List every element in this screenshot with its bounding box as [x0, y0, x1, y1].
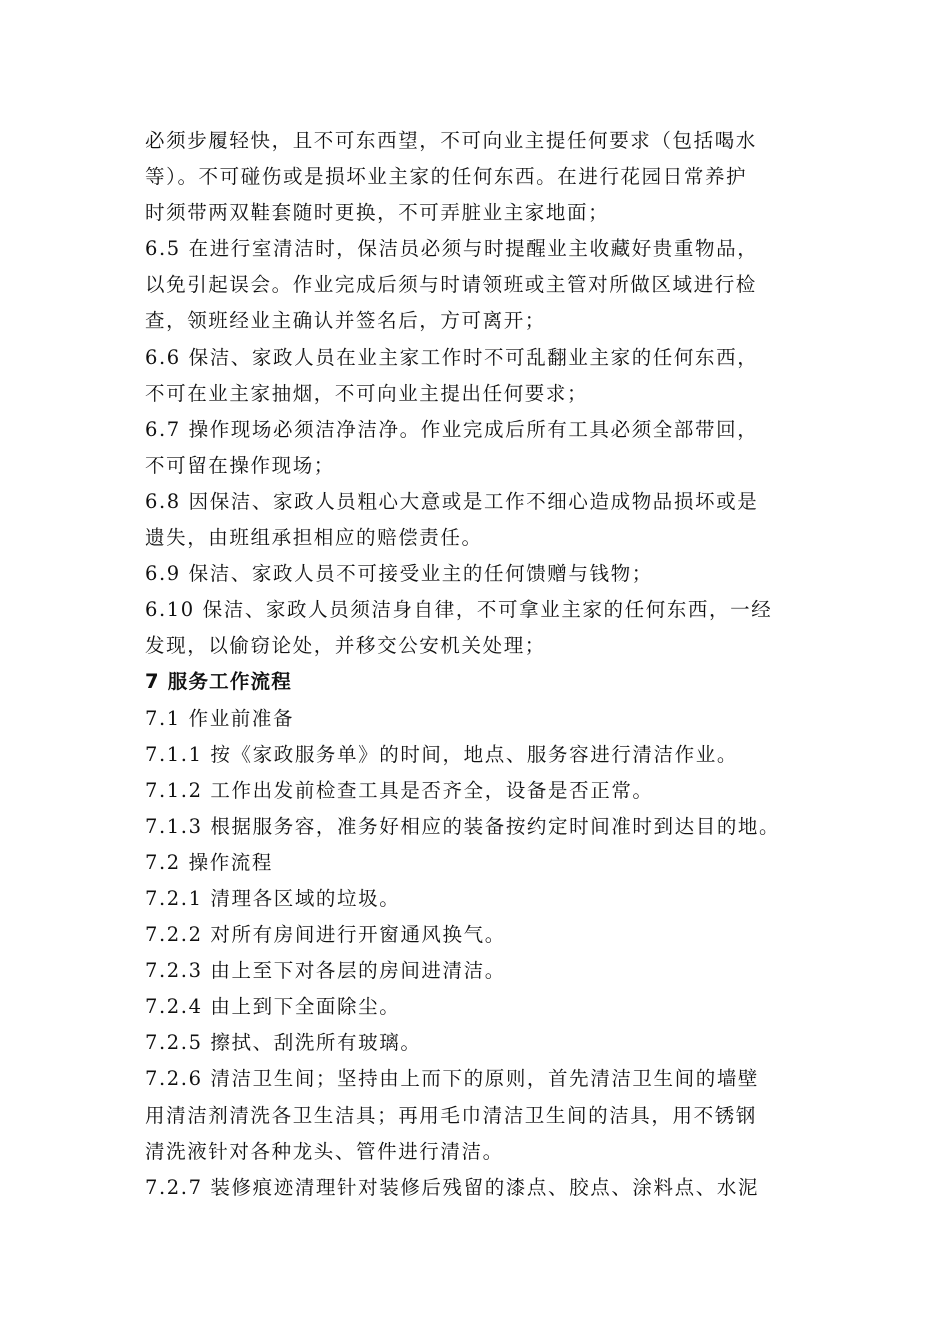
text-line: 以免引起误会。作业完成后须与时请领班或主管对所做区域进行检: [145, 273, 757, 297]
text-line: 7.2.6 清洁卫生间；坚持由上而下的原则，首先清洁卫生间的墙壁: [145, 1067, 760, 1091]
text-line: 清洗液针对各种龙头、管件进行清洁。: [145, 1139, 504, 1163]
text-line: 6.5 在进行室清洁时，保洁员必须与时提醒业主收藏好贵重物品，: [145, 237, 759, 261]
text-line: 7.2.3 由上至下对各层的房间进清洁。: [145, 959, 506, 983]
text-line: 查，领班经业主确认并签名后，方可离开；: [145, 309, 546, 333]
text-line: 6.10 保洁、家政人员须洁身自律，不可拿业主家的任何东西，一经: [145, 598, 773, 622]
text-line: 7.2.5 擦拭、刮洗所有玻璃。: [145, 1031, 422, 1055]
document-body: [145, 123, 810, 1206]
text-line: 等）。不可碰伤或是损坏业主家的任何东西。在进行花园日常养护: [145, 165, 748, 189]
text-line: 遗失，由班组承担相应的赔偿责任。: [145, 526, 483, 550]
subsection-heading: 7.2 操作流程: [145, 850, 274, 874]
text-line: 发现，以偷窃论处，并移交公安机关处理；: [145, 634, 546, 658]
text-line: 7.1.2 工作出发前检查工具是否齐全，设备是否正常。: [145, 778, 654, 802]
text-line: 用清洁剂清洗各卫生洁具；再用毛巾清洁卫生间的洁具，用不锈钢: [145, 1103, 757, 1127]
text-line: 6.9 保洁、家政人员不可接受业主的任何馈赠与钱物；: [145, 562, 653, 586]
text-line: 6.8 因保洁、家政人员粗心大意或是工作不细心造成物品损坏或是: [145, 489, 759, 513]
text-line: 时须带两双鞋套随时更换，不可弄脏业主家地面；: [145, 201, 610, 225]
text-line: 必须步履轻快，且不可东西望，不可向业主提任何要求（包括喝水: [145, 129, 757, 152]
text-line: 7.1.1 按《家政服务单》的时间，地点、服务容进行清洁作业。: [145, 742, 738, 766]
text-line: 7.1.3 根据服务容，准务好相应的装备按约定时间准时到达目的地。: [145, 814, 781, 838]
text-line: 6.6 保洁、家政人员在业主家工作时不可乱翻业主家的任何东西，: [145, 345, 759, 369]
text-line: 7.2.2 对所有房间进行开窗通风换气。: [145, 923, 506, 947]
text-line: 6.7 操作现场必须洁净洁净。作业完成后所有工具必须全部带回，: [145, 417, 759, 441]
text-line: 不可在业主家抽烟，不可向业主提出任何要求；: [145, 381, 589, 405]
section-heading: 7 服务工作流程: [145, 670, 292, 694]
text-line: 不可留在操作现场；: [145, 453, 335, 477]
subsection-heading: 7.1 作业前准备: [145, 706, 295, 730]
text-line: 7.2.1 清理各区域的垃圾。: [145, 886, 401, 910]
text-line: 7.2.4 由上到下全面除尘。: [145, 995, 401, 1019]
text-line: 7.2.7 装修痕迹清理针对装修后残留的漆点、胶点、涂料点、水泥: [145, 1175, 760, 1199]
